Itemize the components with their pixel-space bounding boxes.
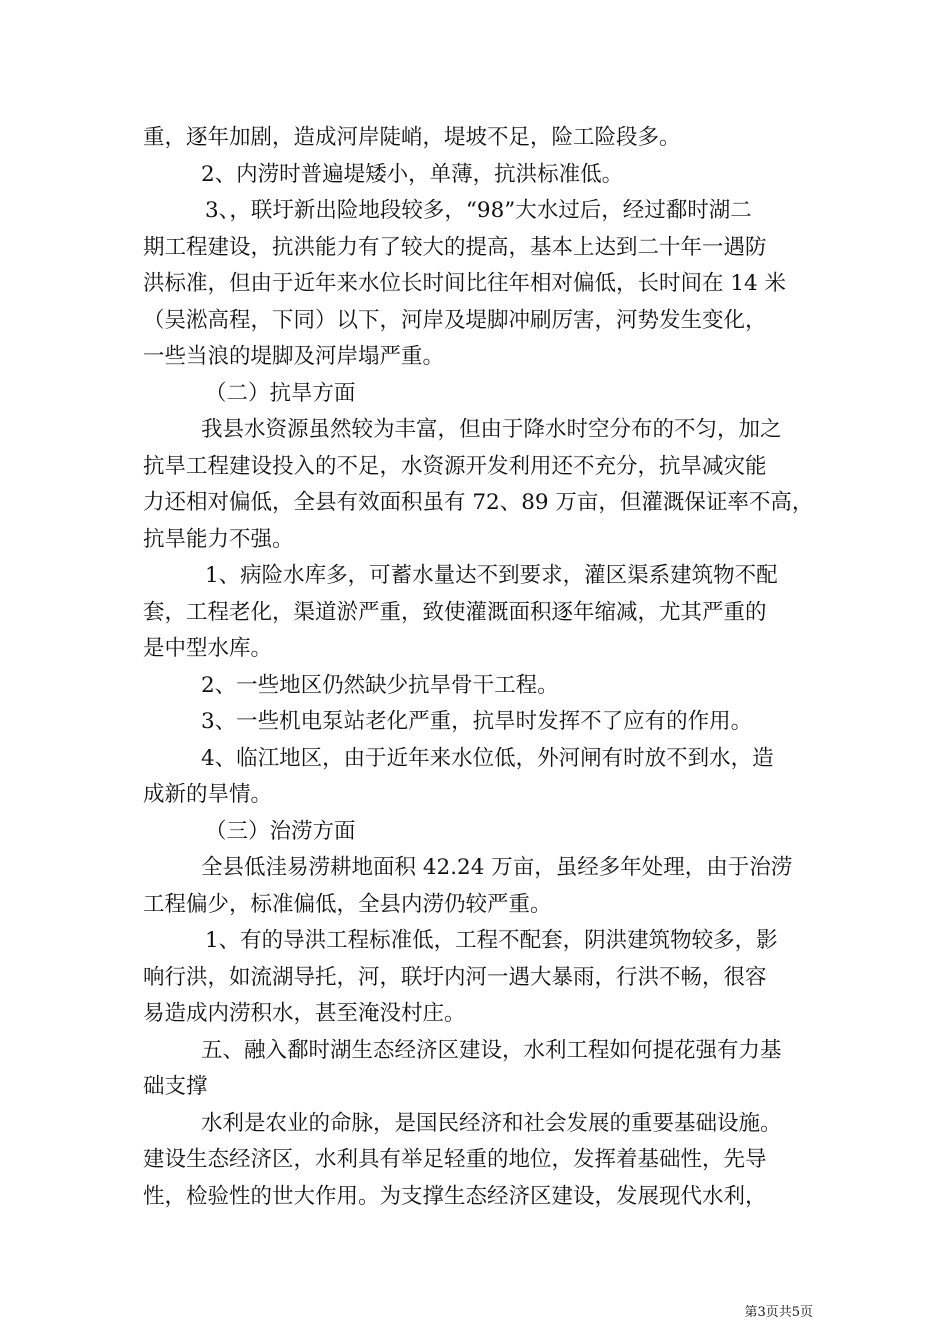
text-line: 础支撑 <box>143 1074 208 1099</box>
text-line: 全县低洼易涝耕地面积 42.24 万亩，虽经多年处理，由于治涝 <box>201 855 793 880</box>
text-line: 力还相对偏低，全县有效面积虽有 72、89 万亩，但灌溉保证率不高， <box>143 490 814 515</box>
text-line: 性，检验性的世大作用。为支撑生态经济区建设，发展现代水利， <box>143 1183 767 1209</box>
text-line: 我县水资源虽然较为丰富，但由于降水时空分布的不匀，加之 <box>201 417 782 442</box>
text-line: 4、临江地区，由于近年来水位低，外河闸有时放不到水，造 <box>201 745 774 771</box>
text-line: 重，逐年加剧，造成河岸陡峭，堤坡不足，险工险段多。 <box>143 125 681 150</box>
text-line: 五、融入鄱时湖生态经济区建设，水利工程如何提花强有力基 <box>201 1037 782 1063</box>
text-line: 易造成内涝积水，甚至淹没村庄。 <box>143 1001 466 1026</box>
text-line: 3、，联圩新出险地段较多，“98”大水过后，经过鄱时湖二 <box>205 198 752 223</box>
text-line: 抗旱能力不强。 <box>143 526 294 552</box>
text-line: 建设生态经济区，水利具有举足轻重的地位，发挥着基础性，先导 <box>143 1147 767 1172</box>
text-line: 2、一些地区仍然缺少抗旱骨干工程。 <box>201 672 559 698</box>
text-line: 成新的旱情。 <box>143 782 273 807</box>
page-number-footer: 第3页共5页 <box>744 1305 813 1320</box>
text-line: （吴淞高程，下同）以下，河岸及堤脚冲刷厉害，河势发生变化， <box>143 307 767 333</box>
text-line: 洪标准，但由于近年来水位长时间比往年相对偏低，长时间在 14 米 <box>143 271 787 296</box>
text-line: 1、病险水库多，可蓄水量达不到要求，灌区渠系建筑物不配 <box>205 563 778 588</box>
text-line: （三）治涝方面 <box>205 818 356 844</box>
text-line: 水利是农业的命脉，是国民经济和社会发展的重要基础设施。 <box>201 1110 782 1136</box>
text-line: 3、一些机电泵站老化严重，抗旱时发挥不了应有的作用。 <box>201 709 753 734</box>
text-line: 抗旱工程建设投入的不足，水资源开发利用还不充分，抗旱减灾能 <box>143 453 767 479</box>
text-line: 期工程建设，抗洪能力有了较大的提高，基本上达到二十年一遇防 <box>143 234 767 260</box>
text-line: 一些当浪的堤脚及河岸塌严重。 <box>143 344 445 369</box>
document-body <box>143 120 823 1215</box>
text-line: （二）抗旱方面 <box>205 380 356 406</box>
text-line: 响行洪，如流湖导托，河，联圩内河一遇大暴雨，行洪不畅，很容 <box>143 964 767 990</box>
text-line: 1、有的导洪工程标准低，工程不配套，阴洪建筑物较多，影 <box>205 928 778 953</box>
text-line: 工程偏少，标准偏低，全县内涝仍较严重。 <box>143 891 552 917</box>
text-line: 是中型水库。 <box>143 636 273 661</box>
text-line: 套，工程老化，渠道淤严重，致使灌溉面积逐年缩减，尤其严重的 <box>143 599 767 625</box>
text-line: 2、内涝时普遍堤矮小，单薄，抗洪标准低。 <box>201 161 624 187</box>
